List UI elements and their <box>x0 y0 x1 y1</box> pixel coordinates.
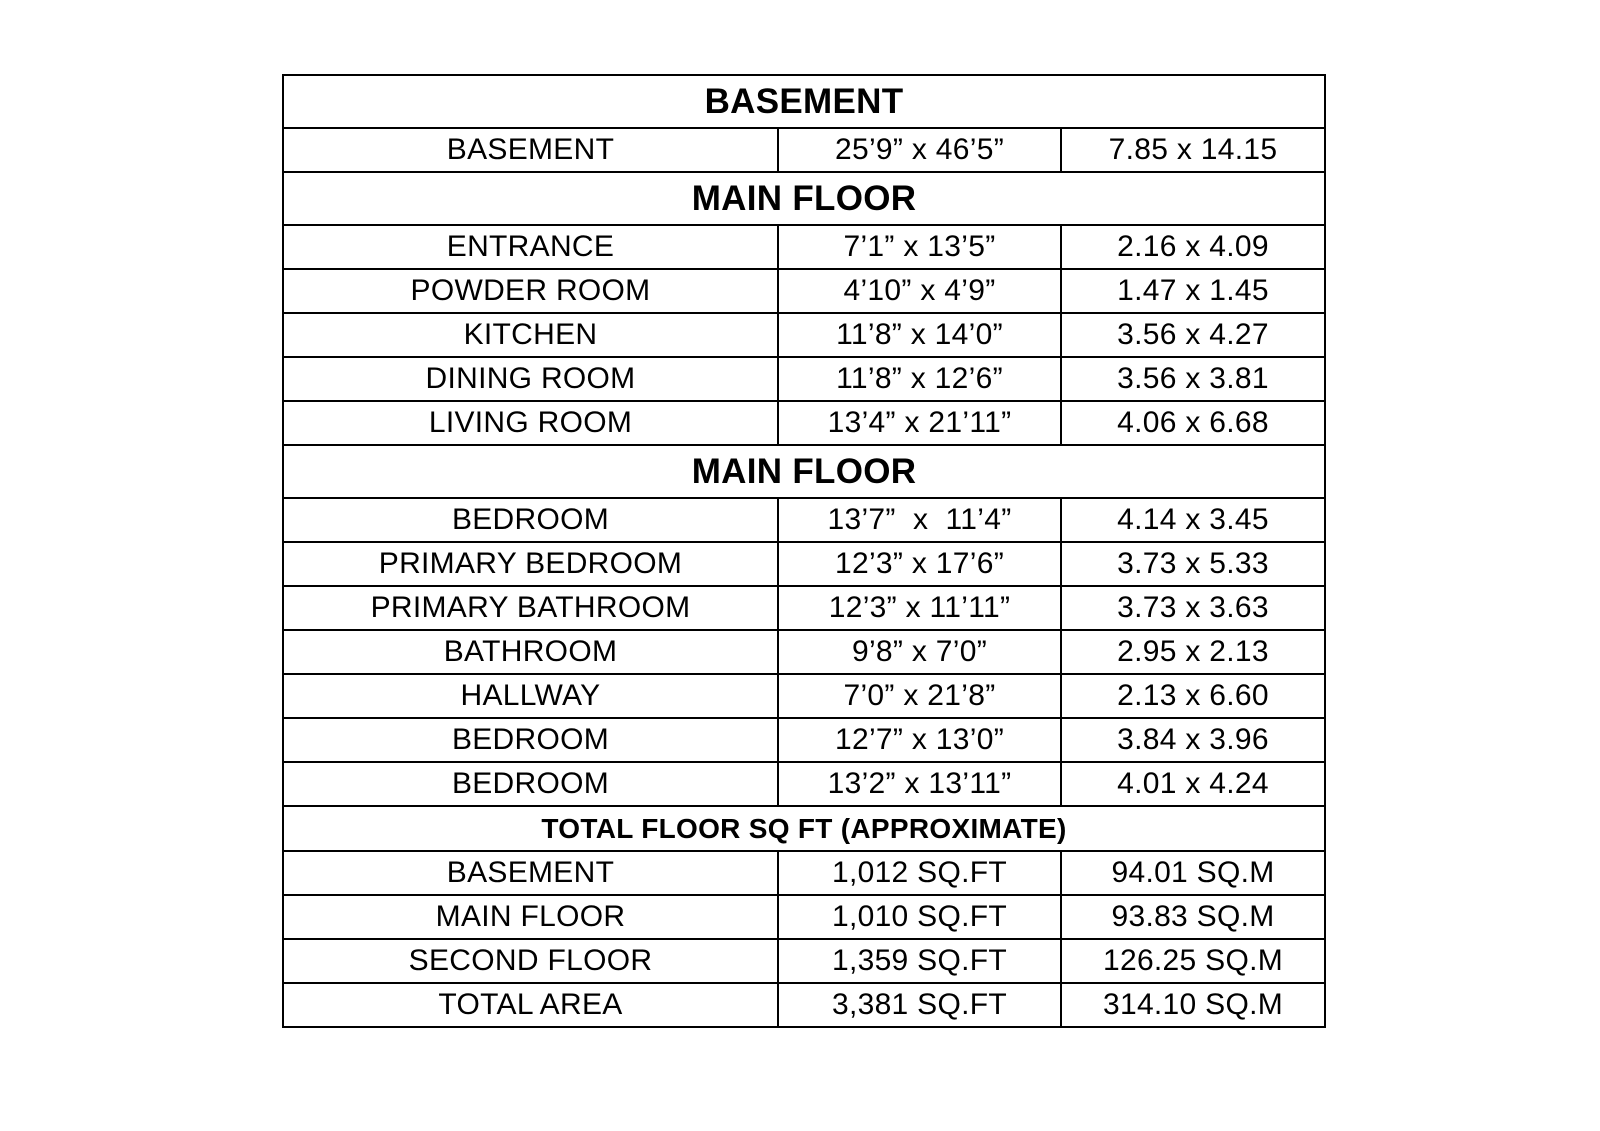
imperial-dimensions: 4’10” x 4’9” <box>778 269 1061 313</box>
room-dimensions-sheet <box>282 74 1324 1028</box>
metric-dimensions: 4.01 x 4.24 <box>1061 762 1325 806</box>
imperial-dimensions: 7’0” x 21’8” <box>778 674 1061 718</box>
area-sqm: 94.01 SQ.M <box>1061 851 1325 895</box>
metric-dimensions: 4.06 x 6.68 <box>1061 401 1325 445</box>
table-row <box>283 128 1325 172</box>
table-row <box>283 586 1325 630</box>
section-heading-row <box>283 75 1325 128</box>
table-row <box>283 357 1325 401</box>
area-label: MAIN FLOOR <box>283 895 778 939</box>
imperial-dimensions: 7’1” x 13’5” <box>778 225 1061 269</box>
metric-dimensions: 3.73 x 5.33 <box>1061 542 1325 586</box>
metric-dimensions: 3.56 x 3.81 <box>1061 357 1325 401</box>
table-row <box>283 674 1325 718</box>
room-name: BEDROOM <box>283 718 778 762</box>
imperial-dimensions: 9’8” x 7’0” <box>778 630 1061 674</box>
room-name: PRIMARY BEDROOM <box>283 542 778 586</box>
totals-row <box>283 939 1325 983</box>
area-sqm: 314.10 SQ.M <box>1061 983 1325 1027</box>
imperial-dimensions: 13’2” x 13’11” <box>778 762 1061 806</box>
table-row <box>283 762 1325 806</box>
table-row <box>283 313 1325 357</box>
table-row <box>283 542 1325 586</box>
metric-dimensions: 3.56 x 4.27 <box>1061 313 1325 357</box>
room-name: ENTRANCE <box>283 225 778 269</box>
imperial-dimensions: 12’7” x 13’0” <box>778 718 1061 762</box>
metric-dimensions: 2.13 x 6.60 <box>1061 674 1325 718</box>
area-sqm: 126.25 SQ.M <box>1061 939 1325 983</box>
area-label: SECOND FLOOR <box>283 939 778 983</box>
totals-heading: TOTAL FLOOR SQ FT (APPROXIMATE) <box>283 806 1325 851</box>
metric-dimensions: 3.73 x 3.63 <box>1061 586 1325 630</box>
room-name: POWDER ROOM <box>283 269 778 313</box>
table-row <box>283 401 1325 445</box>
totals-row <box>283 983 1325 1027</box>
totals-row <box>283 851 1325 895</box>
area-label: BASEMENT <box>283 851 778 895</box>
metric-dimensions: 1.47 x 1.45 <box>1061 269 1325 313</box>
imperial-dimensions: 13’4” x 21’11” <box>778 401 1061 445</box>
room-name: BATHROOM <box>283 630 778 674</box>
room-name: BASEMENT <box>283 128 778 172</box>
section-heading: BASEMENT <box>283 75 1325 128</box>
room-name: DINING ROOM <box>283 357 778 401</box>
imperial-dimensions: 12’3” x 17’6” <box>778 542 1061 586</box>
room-name: BEDROOM <box>283 498 778 542</box>
area-sqft: 3,381 SQ.FT <box>778 983 1061 1027</box>
room-name: PRIMARY BATHROOM <box>283 586 778 630</box>
metric-dimensions: 4.14 x 3.45 <box>1061 498 1325 542</box>
imperial-dimensions: 25’9” x 46’5” <box>778 128 1061 172</box>
metric-dimensions: 3.84 x 3.96 <box>1061 718 1325 762</box>
section-heading: MAIN FLOOR <box>283 172 1325 225</box>
room-dimensions-table <box>282 74 1326 1028</box>
metric-dimensions: 2.16 x 4.09 <box>1061 225 1325 269</box>
room-name: KITCHEN <box>283 313 778 357</box>
totals-heading-row <box>283 806 1325 851</box>
imperial-dimensions: 12’3” x 11’11” <box>778 586 1061 630</box>
imperial-dimensions: 11’8” x 14’0” <box>778 313 1061 357</box>
room-name: LIVING ROOM <box>283 401 778 445</box>
metric-dimensions: 2.95 x 2.13 <box>1061 630 1325 674</box>
area-sqft: 1,012 SQ.FT <box>778 851 1061 895</box>
table-row <box>283 630 1325 674</box>
section-heading: MAIN FLOOR <box>283 445 1325 498</box>
room-name: BEDROOM <box>283 762 778 806</box>
section-heading-row <box>283 445 1325 498</box>
table-row <box>283 269 1325 313</box>
area-sqft: 1,010 SQ.FT <box>778 895 1061 939</box>
metric-dimensions: 7.85 x 14.15 <box>1061 128 1325 172</box>
area-sqft: 1,359 SQ.FT <box>778 939 1061 983</box>
imperial-dimensions: 11’8” x 12’6” <box>778 357 1061 401</box>
imperial-dimensions: 13’7” x 11’4” <box>778 498 1061 542</box>
room-name: HALLWAY <box>283 674 778 718</box>
area-label: TOTAL AREA <box>283 983 778 1027</box>
table-row <box>283 498 1325 542</box>
table-row <box>283 225 1325 269</box>
table-row <box>283 718 1325 762</box>
area-sqm: 93.83 SQ.M <box>1061 895 1325 939</box>
totals-row <box>283 895 1325 939</box>
section-heading-row <box>283 172 1325 225</box>
